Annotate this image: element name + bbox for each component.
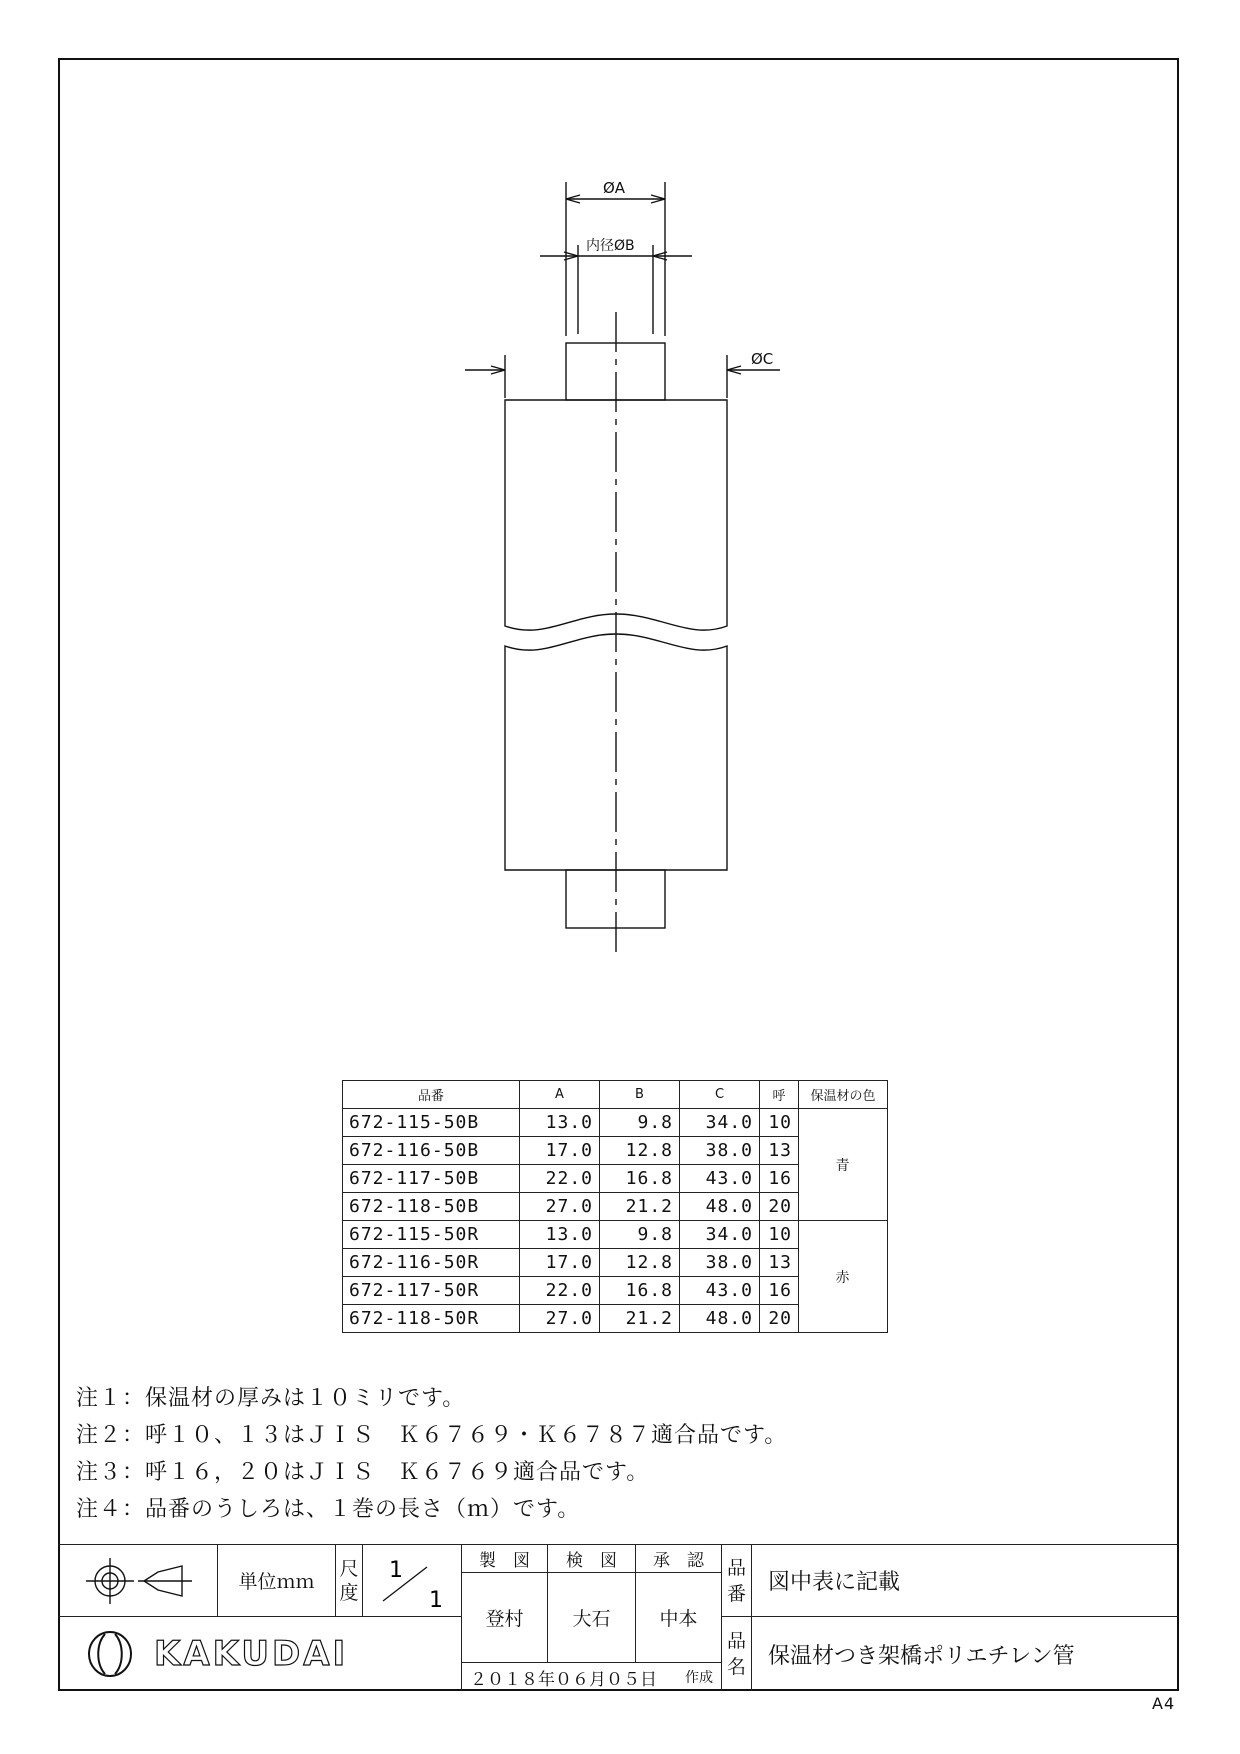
company-logo-cell [58,1616,461,1691]
scale-cell [362,1544,461,1616]
cell-nominal: 16 [760,1165,799,1193]
cell-part-no: 672-117-50R [343,1277,520,1305]
kakudai-logo-icon [86,1630,134,1678]
cell-a: 17.0 [520,1137,600,1165]
cell-part-no: 672-116-50B [343,1137,520,1165]
header-nominal: 呼 [760,1081,799,1109]
cell-a: 17.0 [520,1249,600,1277]
table-row [343,1221,888,1249]
cell-nominal: 20 [760,1193,799,1221]
creation-date: ２０１８年０６月０５日 [470,1669,657,1690]
part-no-label-2: 番 [726,1582,746,1605]
scale-label-1: 尺 [339,1557,359,1580]
cell-b: 16.8 [600,1165,680,1193]
projection-symbol-cell [58,1544,217,1616]
cell-b: 21.2 [600,1193,680,1221]
part-no-value: 図中表に記載 [751,1544,1179,1616]
note-2: 注２：呼１０、１３はＪＩＳ Ｋ６７６９・Ｋ６７８７適合品です。 [76,1423,788,1448]
cell-a: 27.0 [520,1305,600,1333]
cell-c: 48.0 [680,1305,760,1333]
date-cell [461,1662,721,1691]
cell-b: 9.8 [600,1221,680,1249]
part-no-label [721,1544,751,1616]
part-no-label-1: 品 [726,1556,746,1579]
scale-label-2: 度 [339,1581,359,1604]
cell-nominal: 16 [760,1277,799,1305]
product-name-label [721,1616,751,1691]
cell-b: 9.8 [600,1109,680,1137]
product-name-value: 保温材つき架橋ポリエチレン管 [751,1616,1179,1691]
notes [76,1380,787,1528]
cell-c: 43.0 [680,1165,760,1193]
approved-by: 中本 [635,1572,721,1662]
cell-b: 21.2 [600,1305,680,1333]
table-header-row [343,1081,888,1109]
cell-nominal: 10 [760,1109,799,1137]
cell-part-no: 672-117-50B [343,1165,520,1193]
cell-c: 48.0 [680,1193,760,1221]
checked-by: 大石 [547,1572,635,1662]
cell-color-blue: 青 [799,1109,888,1221]
drawn-by: 登村 [461,1572,547,1662]
created-label: 作成 [685,1670,713,1686]
cell-c: 38.0 [680,1249,760,1277]
cell-part-no: 672-116-50R [343,1249,520,1277]
cell-nominal: 10 [760,1221,799,1249]
dim-c-label: ØC [751,350,774,368]
cell-nominal: 13 [760,1249,799,1277]
cell-a: 27.0 [520,1193,600,1221]
cell-c: 34.0 [680,1221,760,1249]
cell-part-no: 672-118-50B [343,1193,520,1221]
cell-c: 43.0 [680,1277,760,1305]
cell-b: 16.8 [600,1277,680,1305]
cell-a: 22.0 [520,1165,600,1193]
note-3: 注３：呼１６，２０はＪＩＳ Ｋ６７６９適合品です。 [76,1460,650,1485]
header-color: 保温材の色 [799,1081,888,1109]
note-4: 注４：品番のうしろは、１巻の長さ（ｍ）です。 [76,1497,581,1522]
checked-label: 検 図 [547,1544,635,1572]
cell-b: 12.8 [600,1249,680,1277]
cell-nominal: 13 [760,1137,799,1165]
header-b: B [600,1081,680,1109]
header-c: C [680,1081,760,1109]
paper-size-label: A4 [1152,1694,1176,1713]
cell-c: 34.0 [680,1109,760,1137]
unit-cell: 単位ｍｍ [217,1544,335,1616]
note-1: 注１：保温材の厚みは１０ミリです。 [76,1386,466,1411]
third-angle-projection-icon [78,1556,198,1606]
approved-label: 承 認 [635,1544,721,1572]
cell-part-no: 672-115-50B [343,1109,520,1137]
cell-nominal: 20 [760,1305,799,1333]
product-name-label-2: 名 [726,1656,746,1678]
company-name: KAKUDAI [154,1634,349,1674]
title-block [58,1544,1179,1691]
cell-c: 38.0 [680,1137,760,1165]
drawn-label: 製 図 [461,1544,547,1572]
scale-denominator: 1 [429,1587,443,1613]
scale-numerator: 1 [389,1557,403,1583]
cell-a: 22.0 [520,1277,600,1305]
cell-a: 13.0 [520,1109,600,1137]
scale-fraction [367,1549,457,1613]
product-name-label-1: 品 [726,1630,746,1652]
dim-a-label: ØA [603,179,626,197]
cell-color-red: 赤 [799,1221,888,1333]
scale-label-cell [335,1544,362,1616]
header-part-no: 品番 [343,1081,520,1109]
header-a: A [520,1081,600,1109]
spec-table [342,1080,888,1333]
cell-a: 13.0 [520,1221,600,1249]
cell-b: 12.8 [600,1137,680,1165]
table-row [343,1109,888,1137]
dim-b-label: 内径ØB [586,238,635,254]
cell-part-no: 672-118-50R [343,1305,520,1333]
cell-part-no: 672-115-50R [343,1221,520,1249]
